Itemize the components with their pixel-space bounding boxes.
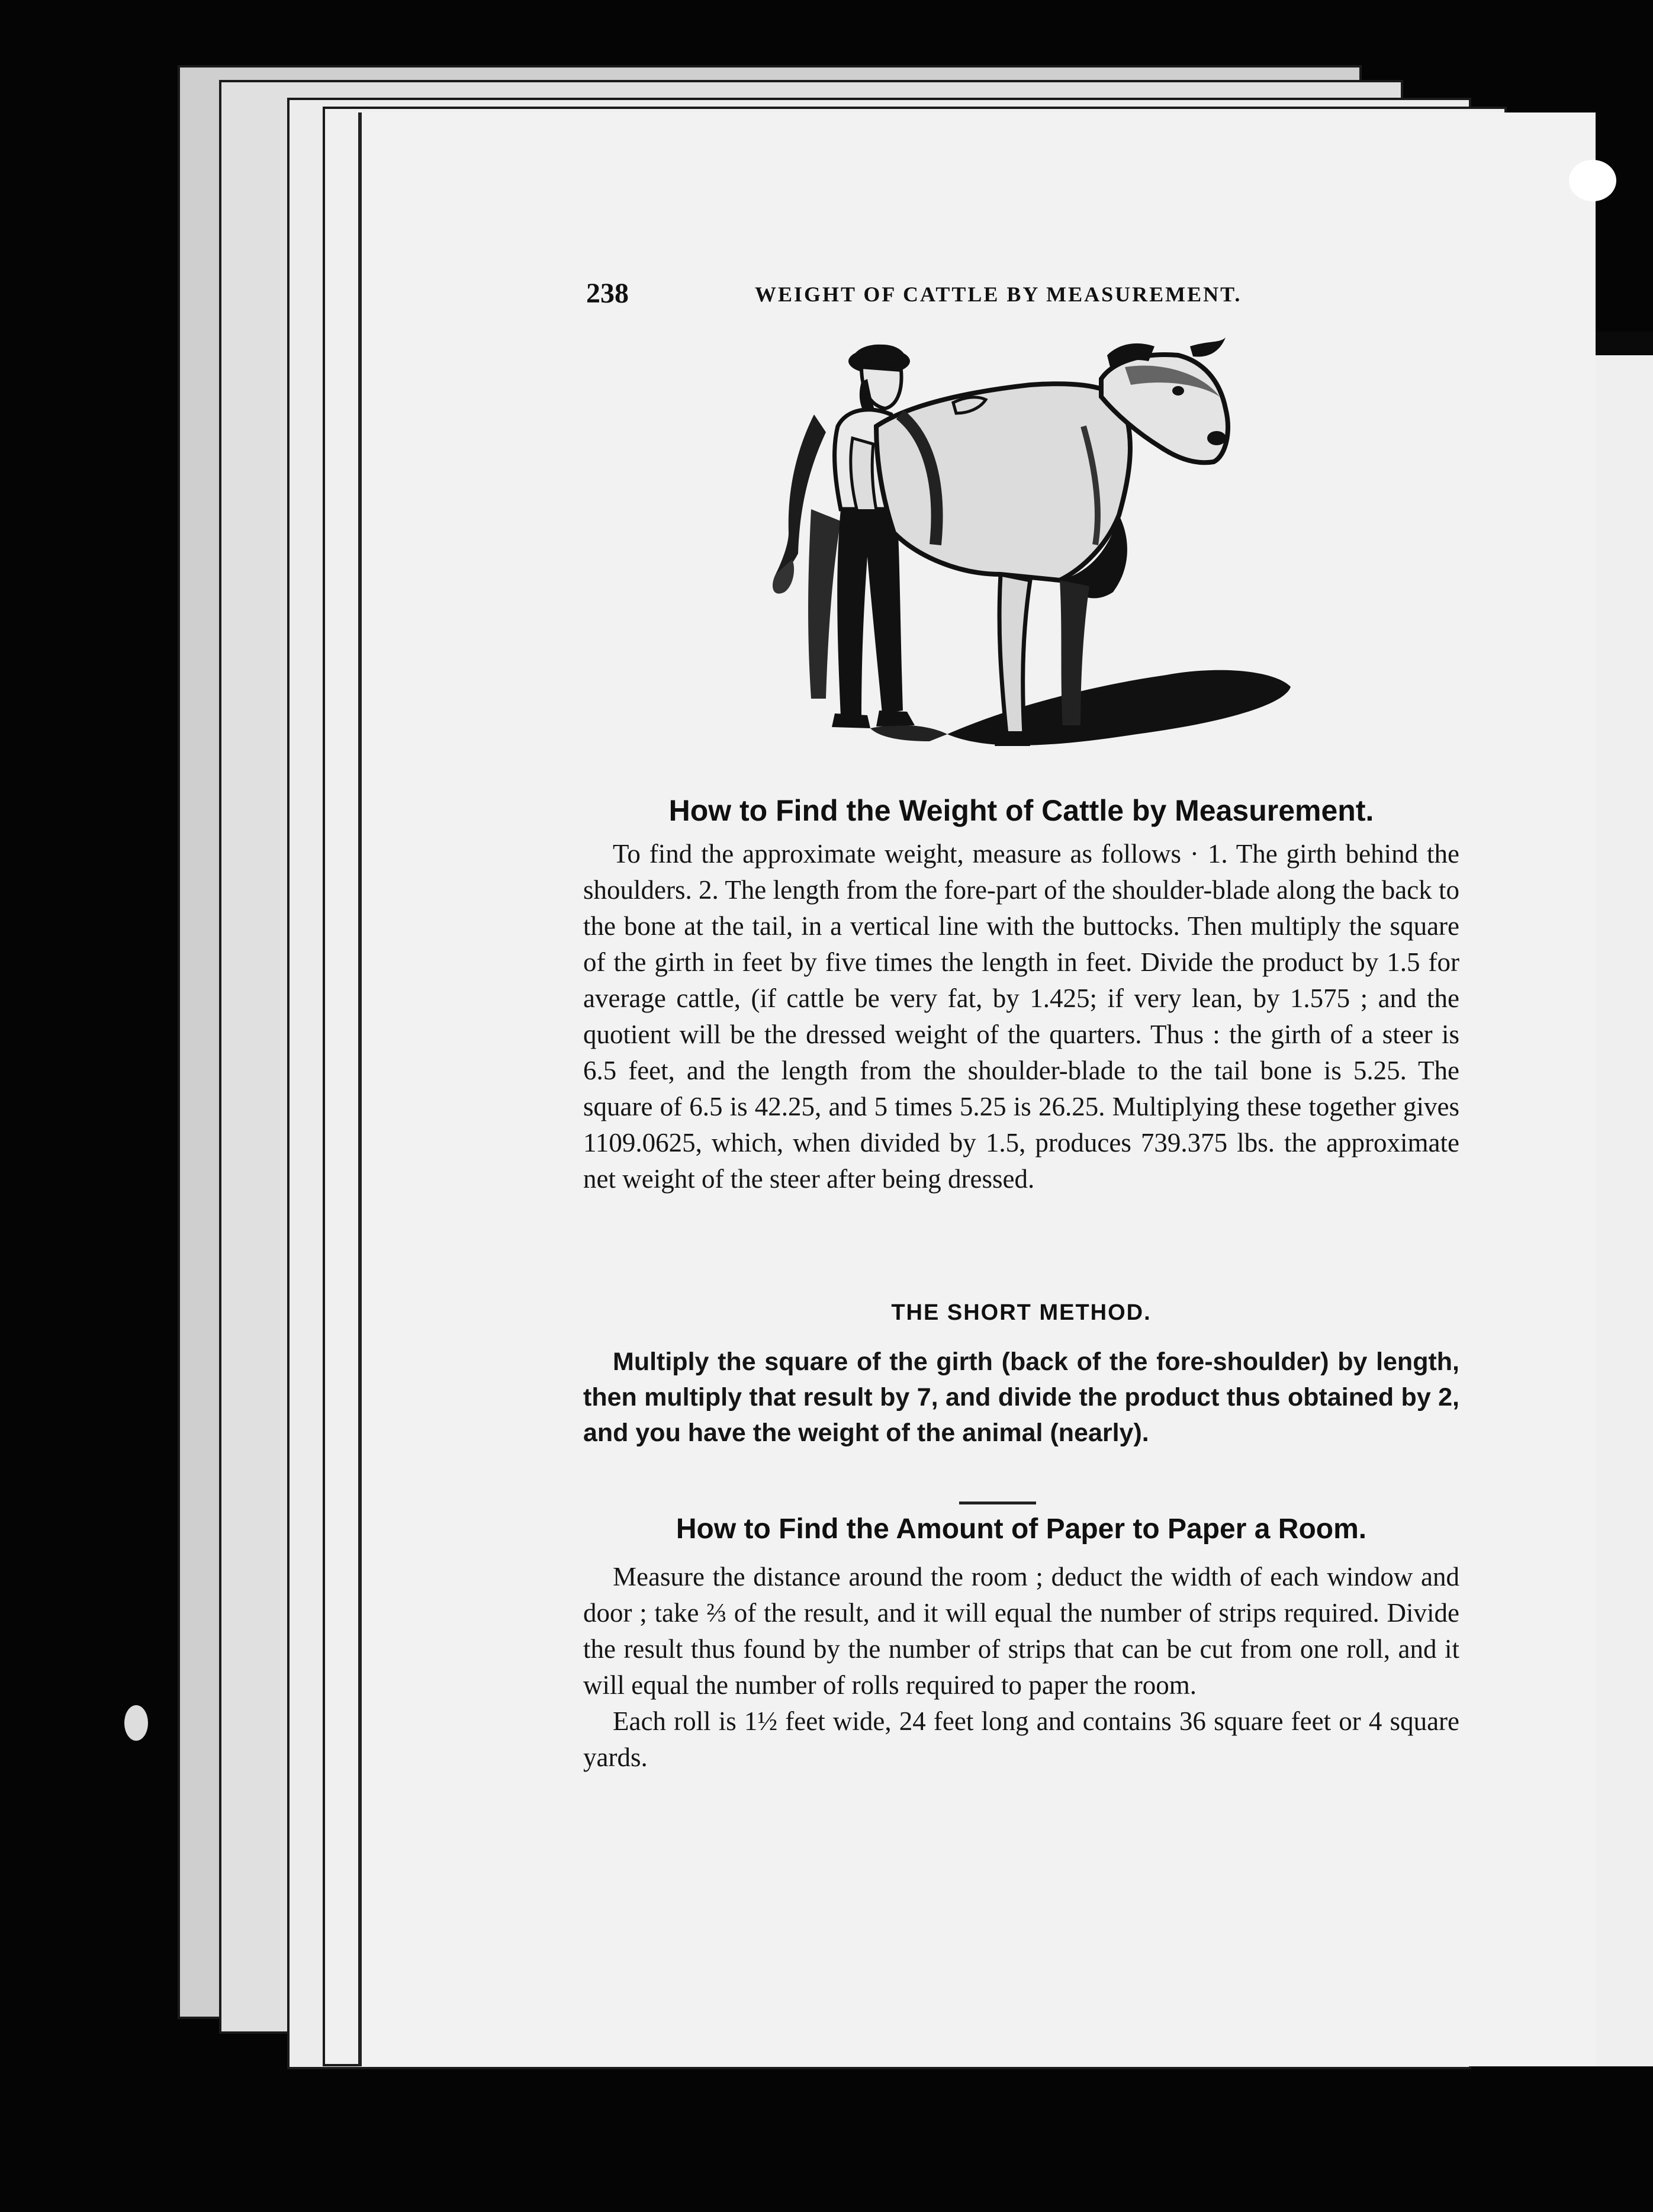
cattle-section-heading: How to Find the Weight of Cattle by Measurement.: [668, 794, 1374, 827]
running-title: WEIGHT OF CATTLE BY MEASUREMENT.: [755, 282, 1242, 306]
page-header: [586, 277, 1308, 313]
paper-room-paragraph: Measure the distance around the room ; deduct the width of each window and door ; take ⅔ of the result, and it will equal the number of strips required. Divide the result thus found by the number of strips that can be cut from one roll, and it will equal the number of rolls required to paper the room.: [583, 1562, 1459, 1700]
short-method-heading: THE SHORT METHOD.: [891, 1300, 1152, 1325]
man-measuring-steer-engraving-icon: [752, 320, 1308, 782]
short-method-body: [583, 1344, 1459, 1451]
scan-speck: [124, 1705, 148, 1741]
scan-speck: [1569, 160, 1616, 201]
section-divider: [959, 1502, 1036, 1504]
short-method-paragraph: Multiply the square of the girth (back of the fore-shoulder) by length, then multiply that result by 7, and divide the product thus obtained by 2, and you have the weight of the animal (nearly).: [583, 1348, 1459, 1447]
paper-room-heading: How to Find the Amount of Paper to Paper a Room.: [676, 1513, 1367, 1545]
page-number: 238: [586, 278, 629, 309]
cattle-section-body: [583, 836, 1459, 1197]
cattle-instructions-paragraph: To find the approximate weight, measure as follows · 1. The girth behind the shoulders. 2. The length from the fore-part of the shoulder-blade along the back to the bone at the tail, in a vertical line with the buttocks. Then multiply the square of the girth in feet by five times the length in feet. Divide the product by 1.5 for average cattle, (if cattle be very fat, by 1.425; if very lean, by 1.575 ; and the quotient will be the dressed weight of the quarters. Thus : the girth of a steer is 6.5 feet, and the length from the shoulder-blade to the tail bone is 5.25. The square of 6.5 is 42.25, and 5 times 5.25 is 26.25. Multiplying these together gives 1109.0625, which, when divided by 1.5, produces 739.375 lbs. the approximate net weight of the steer after being dressed.: [583, 839, 1459, 1194]
paper-room-body: [583, 1559, 1459, 1776]
facing-page-edge: [1596, 355, 1653, 2066]
roll-size-paragraph: Each roll is 1½ feet wide, 24 feet long and contains 36 square feet or 4 square yards.: [583, 1706, 1459, 1772]
